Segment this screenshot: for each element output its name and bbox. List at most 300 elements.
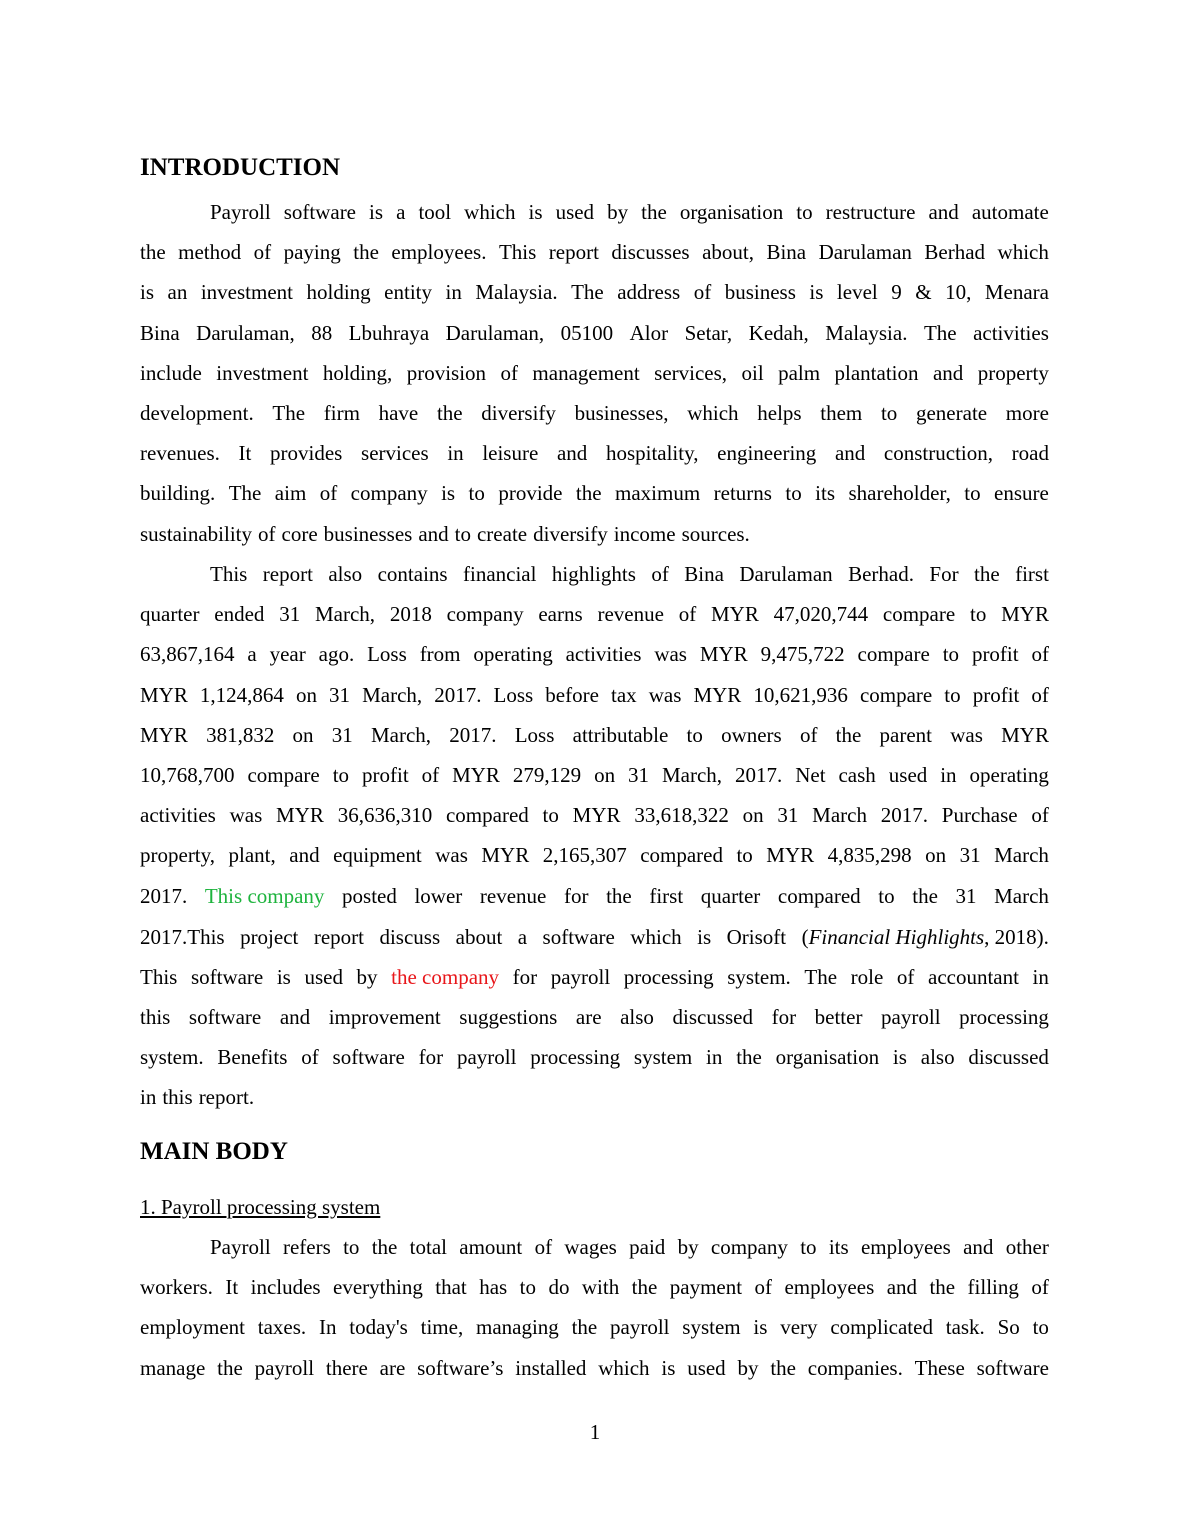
word: report (262, 562, 313, 586)
word: March (812, 803, 867, 828)
word: of (1031, 682, 1049, 707)
word: MYR (140, 722, 188, 747)
text-line (210, 1234, 1049, 1260)
word: Kedah, (748, 320, 809, 345)
word: payroll (456, 1045, 517, 1070)
text-line (140, 1355, 1049, 1381)
word: aim (274, 481, 307, 506)
word: sustainability (140, 521, 252, 546)
word: Payroll (210, 1235, 271, 1259)
word: improvement (328, 1005, 441, 1029)
word: paying (283, 240, 341, 265)
word: to (880, 401, 898, 425)
word: includes (250, 1275, 321, 1300)
word: the (929, 1275, 956, 1300)
word: used (687, 1355, 726, 1380)
word: and (963, 1235, 994, 1259)
word: by (737, 1355, 759, 1380)
word: first (649, 884, 684, 908)
word: for (512, 965, 538, 989)
text-line (140, 400, 1049, 426)
word: of (1031, 1275, 1049, 1300)
word: holding, (322, 360, 393, 385)
word: 2017. (434, 682, 482, 707)
word: core (281, 521, 318, 546)
word: company (710, 1235, 788, 1259)
word: operating (969, 763, 1049, 787)
word: is (276, 965, 291, 989)
word: very (780, 1315, 818, 1340)
word: hospitality, (605, 441, 699, 466)
word: Lbuhraya (348, 320, 430, 345)
word: the (770, 1355, 796, 1380)
word: which (687, 401, 739, 425)
word: of (1031, 803, 1049, 828)
word: entity (384, 280, 432, 305)
word: this (162, 1085, 193, 1110)
word: was (435, 843, 468, 868)
line-with-green-highlight (140, 883, 1049, 909)
word: by (677, 1235, 699, 1259)
word: provision (406, 360, 487, 385)
word: MYR (699, 642, 748, 667)
word: to (944, 682, 961, 707)
word: activities (565, 642, 642, 667)
word: tool (418, 200, 452, 224)
word: and (932, 360, 964, 385)
word: in (1032, 965, 1049, 989)
word: services (361, 441, 429, 466)
word: is (140, 280, 155, 305)
word: payroll (610, 1315, 670, 1340)
word: equipment (333, 843, 422, 868)
word: a (247, 642, 257, 667)
word: paid (629, 1235, 666, 1259)
word: 1,124,864 (199, 682, 284, 707)
text-line (140, 802, 1049, 828)
word: to (343, 1235, 360, 1259)
word: 2017. (735, 763, 783, 787)
word: investment (200, 280, 293, 305)
word: 4,835,298 (827, 843, 912, 868)
word: better (814, 1005, 863, 1029)
word: earns (538, 602, 583, 627)
word: restructure (825, 200, 916, 224)
word: employees (784, 1275, 875, 1300)
word: organisation (775, 1045, 880, 1070)
word: discussed (672, 1005, 753, 1029)
word: 47,020,744 (773, 602, 869, 627)
word: processing (959, 1005, 1049, 1029)
word: manage (140, 1355, 206, 1380)
word: to (542, 803, 559, 828)
word: Purchase (941, 803, 1018, 828)
word: Menara (984, 280, 1049, 305)
word: attributable (572, 722, 669, 747)
word: revenues. (140, 441, 220, 466)
word: compare (859, 682, 933, 707)
word: payment (669, 1275, 743, 1300)
word: which (464, 200, 516, 224)
word: from (419, 642, 461, 667)
word: year (269, 642, 306, 667)
word: system. (727, 965, 791, 989)
text-line (140, 239, 1049, 265)
text-line (140, 601, 1049, 627)
word: discuss (379, 925, 441, 949)
word: of (253, 240, 272, 265)
word: the (353, 240, 379, 265)
word: compare (857, 642, 930, 667)
word: profit (972, 682, 1020, 707)
word: was (648, 682, 682, 707)
word: payroll (550, 965, 611, 989)
word: report (313, 925, 364, 949)
word: by (356, 965, 378, 989)
word: payroll (881, 1005, 941, 1029)
word: In (318, 1315, 337, 1340)
word: also (920, 1045, 955, 1070)
word: owners (721, 722, 782, 747)
word: time, (420, 1315, 464, 1340)
word: 63,867,164 (140, 642, 235, 667)
word: 9 (891, 280, 902, 305)
word: palm (778, 360, 821, 385)
word: 2017. (880, 803, 928, 828)
word: on (594, 763, 616, 787)
word: that (435, 1275, 467, 1300)
word: construction, (883, 441, 993, 466)
word: taxes. (257, 1315, 307, 1340)
word: organisation (679, 200, 784, 224)
word: of (319, 481, 338, 506)
word: software’s (417, 1355, 504, 1380)
word: 2018 (389, 602, 432, 627)
word: role (850, 965, 884, 989)
word: holding (306, 280, 371, 305)
word: plantation (834, 360, 919, 385)
word: 33,618,322 (634, 803, 729, 828)
text-span: 2017. (140, 884, 188, 908)
word: of (258, 521, 276, 546)
word: discussed (968, 1045, 1049, 1070)
word: to (332, 763, 350, 787)
word: used (555, 200, 595, 224)
text-line (140, 722, 1049, 748)
word: investment (216, 360, 309, 385)
word: the (736, 1045, 762, 1070)
word: operating (473, 642, 553, 667)
text-line (140, 1314, 1049, 1340)
word: is (528, 200, 543, 224)
word: Loss (493, 682, 534, 707)
word: in (445, 280, 462, 305)
word: and (834, 441, 866, 466)
text-line (140, 641, 1049, 667)
word: to (454, 521, 471, 546)
text-line (140, 682, 1049, 708)
word: parent (879, 722, 933, 747)
word: companies. (807, 1355, 903, 1380)
green-highlighted-text: This company (204, 884, 325, 908)
word: create (476, 521, 528, 546)
word: 2017. (449, 722, 497, 747)
word: the (571, 1315, 598, 1340)
word: financial (463, 562, 537, 586)
word: to (686, 722, 703, 747)
word: building. (140, 481, 216, 506)
word: 10,768,700 (140, 763, 235, 787)
word: employees. (391, 240, 487, 265)
word: compared (640, 843, 723, 868)
word: the (912, 884, 938, 908)
red-highlighted-text: the company (391, 965, 500, 989)
word: to (964, 481, 981, 506)
word: its (828, 1235, 849, 1259)
word: March, (362, 682, 423, 707)
word: is (892, 1045, 907, 1070)
word: Darulaman (818, 240, 912, 265)
word: Bina (684, 562, 724, 586)
word: March, (314, 602, 376, 627)
word: of (754, 1275, 772, 1300)
word: Bina (140, 320, 180, 345)
text-line (140, 1084, 1049, 1110)
word: do (548, 1275, 570, 1300)
word: are (575, 1005, 602, 1029)
word: on (742, 803, 764, 828)
word: is (441, 481, 456, 506)
word: complicated (830, 1315, 933, 1340)
word: first (1015, 562, 1049, 586)
text-line (210, 199, 1049, 225)
word: suggestions (459, 1005, 558, 1029)
word: MYR (1001, 722, 1049, 747)
word: is (369, 200, 384, 224)
word: the (631, 1275, 658, 1300)
word: It (225, 1275, 239, 1300)
word: Net (795, 763, 826, 787)
word: the (217, 1355, 243, 1380)
text-line (140, 320, 1049, 346)
word: payroll (254, 1355, 315, 1380)
word: diversify (533, 521, 608, 546)
word: an (167, 280, 188, 305)
word: automate (971, 200, 1049, 224)
word: Berhad. (848, 562, 914, 586)
word: is (753, 1315, 768, 1340)
word: and (418, 521, 449, 546)
word: lower (414, 884, 463, 908)
word: to (468, 481, 485, 506)
word: with (581, 1275, 620, 1300)
word: company (446, 602, 524, 627)
word: 31 (279, 602, 301, 627)
word: profit (362, 763, 409, 787)
word: Alor (629, 320, 669, 345)
word: Darulaman (739, 562, 833, 586)
word: 36,636,310 (337, 803, 433, 828)
word: system. (140, 1045, 204, 1070)
citation (802, 924, 1049, 950)
heading-main-body: MAIN BODY (140, 1138, 288, 1165)
text-line (140, 440, 1049, 466)
word: 9,475,722 (760, 642, 845, 667)
word: Berhad (924, 240, 986, 265)
word: the (641, 200, 667, 224)
word: to (796, 200, 813, 224)
word: system (633, 1045, 693, 1070)
word: revenue (479, 884, 547, 908)
word: and (928, 200, 959, 224)
word: The (571, 280, 604, 305)
word: before (545, 682, 599, 707)
line-with-citation (140, 924, 1049, 950)
word: the (974, 562, 1000, 586)
word: contains (377, 562, 448, 586)
word: of (693, 280, 712, 305)
word: So (997, 1315, 1020, 1340)
word: ago. (318, 642, 355, 667)
word: & (915, 280, 932, 305)
word: sources. (681, 521, 750, 546)
word: tax (611, 682, 637, 707)
word: for (771, 1005, 797, 1029)
word: Malaysia. (825, 320, 908, 345)
word: to (878, 884, 895, 908)
word: businesses (323, 521, 413, 546)
word: Darulaman, (196, 320, 295, 345)
word: a (517, 925, 528, 949)
word: Loss (367, 642, 407, 667)
word: installed (515, 1355, 587, 1380)
word: and (886, 1275, 918, 1300)
word: there (325, 1355, 368, 1380)
word: of (678, 602, 697, 627)
text-line (140, 480, 1049, 506)
text-line (210, 561, 1049, 587)
word: this (140, 1005, 171, 1029)
word: accountant (928, 965, 1019, 989)
word: to (785, 481, 802, 506)
word: to (942, 642, 960, 667)
word: Loss (514, 722, 555, 747)
word: MYR (693, 682, 742, 707)
word: services, (654, 360, 728, 385)
word: MYR (1001, 602, 1049, 627)
text-line (140, 279, 1049, 305)
word: Benefits (217, 1045, 288, 1070)
word: of (500, 360, 518, 385)
word: oil (741, 360, 764, 385)
word: MYR (710, 602, 759, 627)
word: plant, (228, 843, 276, 868)
word: It (238, 441, 252, 466)
word: compare (247, 763, 320, 787)
word: software (332, 1045, 405, 1070)
word: of (421, 763, 440, 787)
word: total (409, 1235, 447, 1259)
word: in (940, 763, 957, 787)
text-line (140, 762, 1049, 788)
word: a (396, 200, 406, 224)
word: was (654, 642, 687, 667)
word: development. (140, 401, 254, 425)
word: generate (915, 401, 988, 425)
word: wages (564, 1235, 617, 1259)
word: 31 (777, 803, 799, 828)
word: MYR (572, 803, 621, 828)
word: to (800, 1235, 817, 1259)
word: which (630, 925, 682, 949)
word: are (379, 1355, 406, 1380)
word: more (1005, 401, 1049, 425)
word: in (447, 441, 464, 466)
word: road (1011, 441, 1049, 466)
text-line (140, 1044, 1049, 1070)
word: software (542, 925, 615, 949)
word: is (661, 1355, 676, 1380)
word: which (598, 1355, 650, 1380)
word: compared (445, 803, 529, 828)
word: of (1031, 642, 1049, 667)
word: discusses (611, 240, 690, 265)
word: in (706, 1045, 723, 1070)
page-number: 1 (589, 1420, 601, 1444)
word: Malaysia. (475, 280, 558, 305)
word: activities (973, 320, 1049, 345)
text-line (140, 1004, 1049, 1030)
word: This (140, 965, 178, 989)
word: method (178, 240, 242, 265)
word: posted (342, 884, 397, 908)
word: 31 (329, 682, 351, 707)
word: has (479, 1275, 508, 1300)
word: the (575, 481, 602, 506)
word: 31 (959, 843, 981, 868)
word: was (950, 722, 983, 747)
word: address (617, 280, 681, 305)
citation-year: , 2018). (984, 925, 1049, 949)
word: company (350, 481, 428, 506)
word: the (140, 240, 166, 265)
word: ( (801, 925, 809, 949)
word: 10,621,936 (753, 682, 848, 707)
word: cash (838, 763, 876, 787)
word: 2017.This (140, 925, 225, 949)
word: business (724, 280, 796, 305)
word: project (240, 925, 299, 949)
word: 2,165,307 (542, 843, 627, 868)
word: processing (623, 965, 714, 989)
word: software (976, 1355, 1049, 1380)
word: MYR (766, 843, 815, 868)
word: about, (702, 240, 754, 265)
word: The (923, 320, 957, 345)
word: refers (282, 1235, 331, 1259)
word: MYR (481, 843, 530, 868)
word: system (682, 1315, 741, 1340)
word: of (651, 562, 669, 586)
word: 279,129 (512, 763, 582, 787)
word: management (532, 360, 640, 385)
word: include (140, 360, 202, 385)
word: employees (860, 1235, 951, 1259)
word: for (563, 884, 589, 908)
word: March (994, 884, 1049, 908)
word: have (378, 401, 419, 425)
word: March, (370, 722, 432, 747)
